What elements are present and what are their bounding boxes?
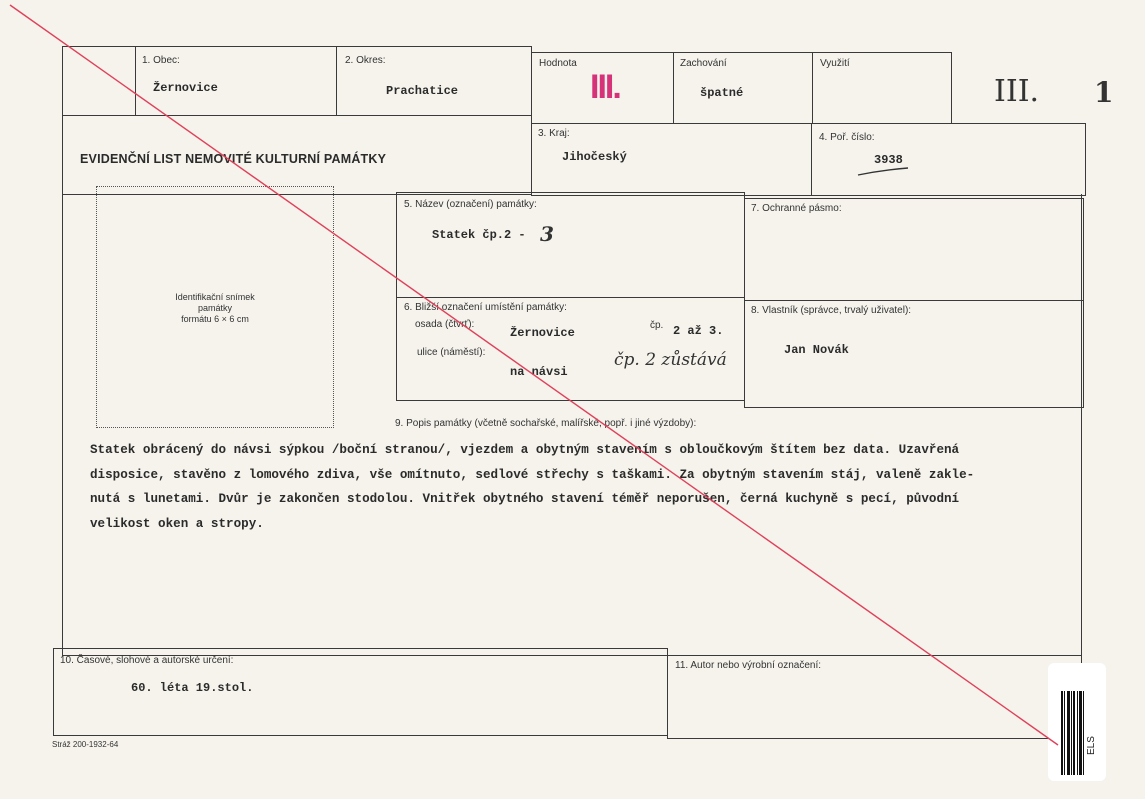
nazev-hand: 3 bbox=[540, 222, 554, 246]
vlastnik-label: 8. Vlastník (správce, trvalý uživatel): bbox=[751, 305, 912, 316]
popis-label: 9. Popis památky (včetně sochařské, malířské, popř. i jiné výzdoby): bbox=[395, 418, 697, 429]
form-title: EVIDENČNÍ LIST NEMOVITÉ KULTURNÍ PAMÁTKY bbox=[80, 152, 387, 166]
margin-tick: 1 bbox=[1094, 76, 1114, 109]
hodnota-label: Hodnota bbox=[539, 58, 577, 69]
popis-line-2: disposice, stavěno z lomového zdiva, vše omítnuto, sedlové střechy s taškami. Za obytným stavením stáj, valeně zakle- bbox=[90, 467, 975, 482]
zachovani-label: Zachování bbox=[680, 58, 727, 69]
popis-line-3: nutá s lunetami. Dvůr je zakončen stodolou. Vnitřek obytného stavení téměř neporušen, černá kuchyně s pecí, původní bbox=[90, 492, 960, 506]
kraj-value: Jihočeský bbox=[562, 150, 627, 164]
umisteni-label: 6. Bližší označení umístění památky: bbox=[404, 302, 567, 313]
print-code: Stráž 200-1932-64 bbox=[52, 740, 119, 749]
ochranne-label: 7. Ochranné pásmo: bbox=[751, 203, 842, 214]
okres-label: 2. Okres: bbox=[345, 55, 386, 66]
vlastnik-value: Jan Novák bbox=[784, 343, 849, 357]
zachovani-value: špatné bbox=[700, 86, 744, 100]
autor-label: 11. Autor nebo výrobní označení: bbox=[675, 660, 822, 671]
kraj-label: 3. Kraj: bbox=[538, 128, 570, 139]
cp-hand-note: čp. 2 zůstává bbox=[614, 350, 727, 370]
ulice-label: ulice (náměstí): bbox=[417, 347, 486, 358]
cp-value: 2 až 3. bbox=[673, 324, 724, 338]
osada-value: Žernovice bbox=[510, 326, 575, 340]
casove-label: 10. Časové, slohové a autorské určení: bbox=[60, 655, 234, 666]
photo-caption-line1: Identifikační snímek bbox=[175, 292, 255, 302]
barcode-label: ELS bbox=[1086, 736, 1097, 755]
vyuziti-label: Využití bbox=[820, 58, 850, 69]
obec-value: Žernovice bbox=[153, 81, 218, 95]
popis-line-4: velikost oken a stropy. bbox=[90, 516, 264, 531]
por-cislo-label: 4. Poř. číslo: bbox=[819, 132, 875, 143]
hodnota-value: III. bbox=[590, 68, 620, 106]
photo-caption-line3: formátu 6 × 6 cm bbox=[181, 314, 249, 324]
popis-line-1: Statek obrácený do návsi sýpkou /boční stranou/, vjezdem a obytným stavením s obloučkovým štítem bez data. Uzavřená bbox=[90, 443, 960, 457]
photo-caption-line2: památky bbox=[197, 303, 232, 313]
nazev-value: Statek čp.2 - bbox=[432, 228, 526, 242]
nazev-label: 5. Název (označení) památky: bbox=[404, 199, 537, 210]
casove-value: 60. léta 19.stol. bbox=[131, 681, 254, 695]
margin-grade: III. bbox=[994, 74, 1040, 109]
obec-label: 1. Obec: bbox=[142, 55, 180, 66]
por-cislo-value: 3938 bbox=[874, 153, 903, 167]
okres-value: Prachatice bbox=[386, 84, 459, 98]
osada-label: osada (čtvrť): bbox=[415, 319, 475, 330]
ulice-value: na návsi bbox=[510, 365, 568, 379]
cp-label: čp. bbox=[650, 320, 664, 331]
